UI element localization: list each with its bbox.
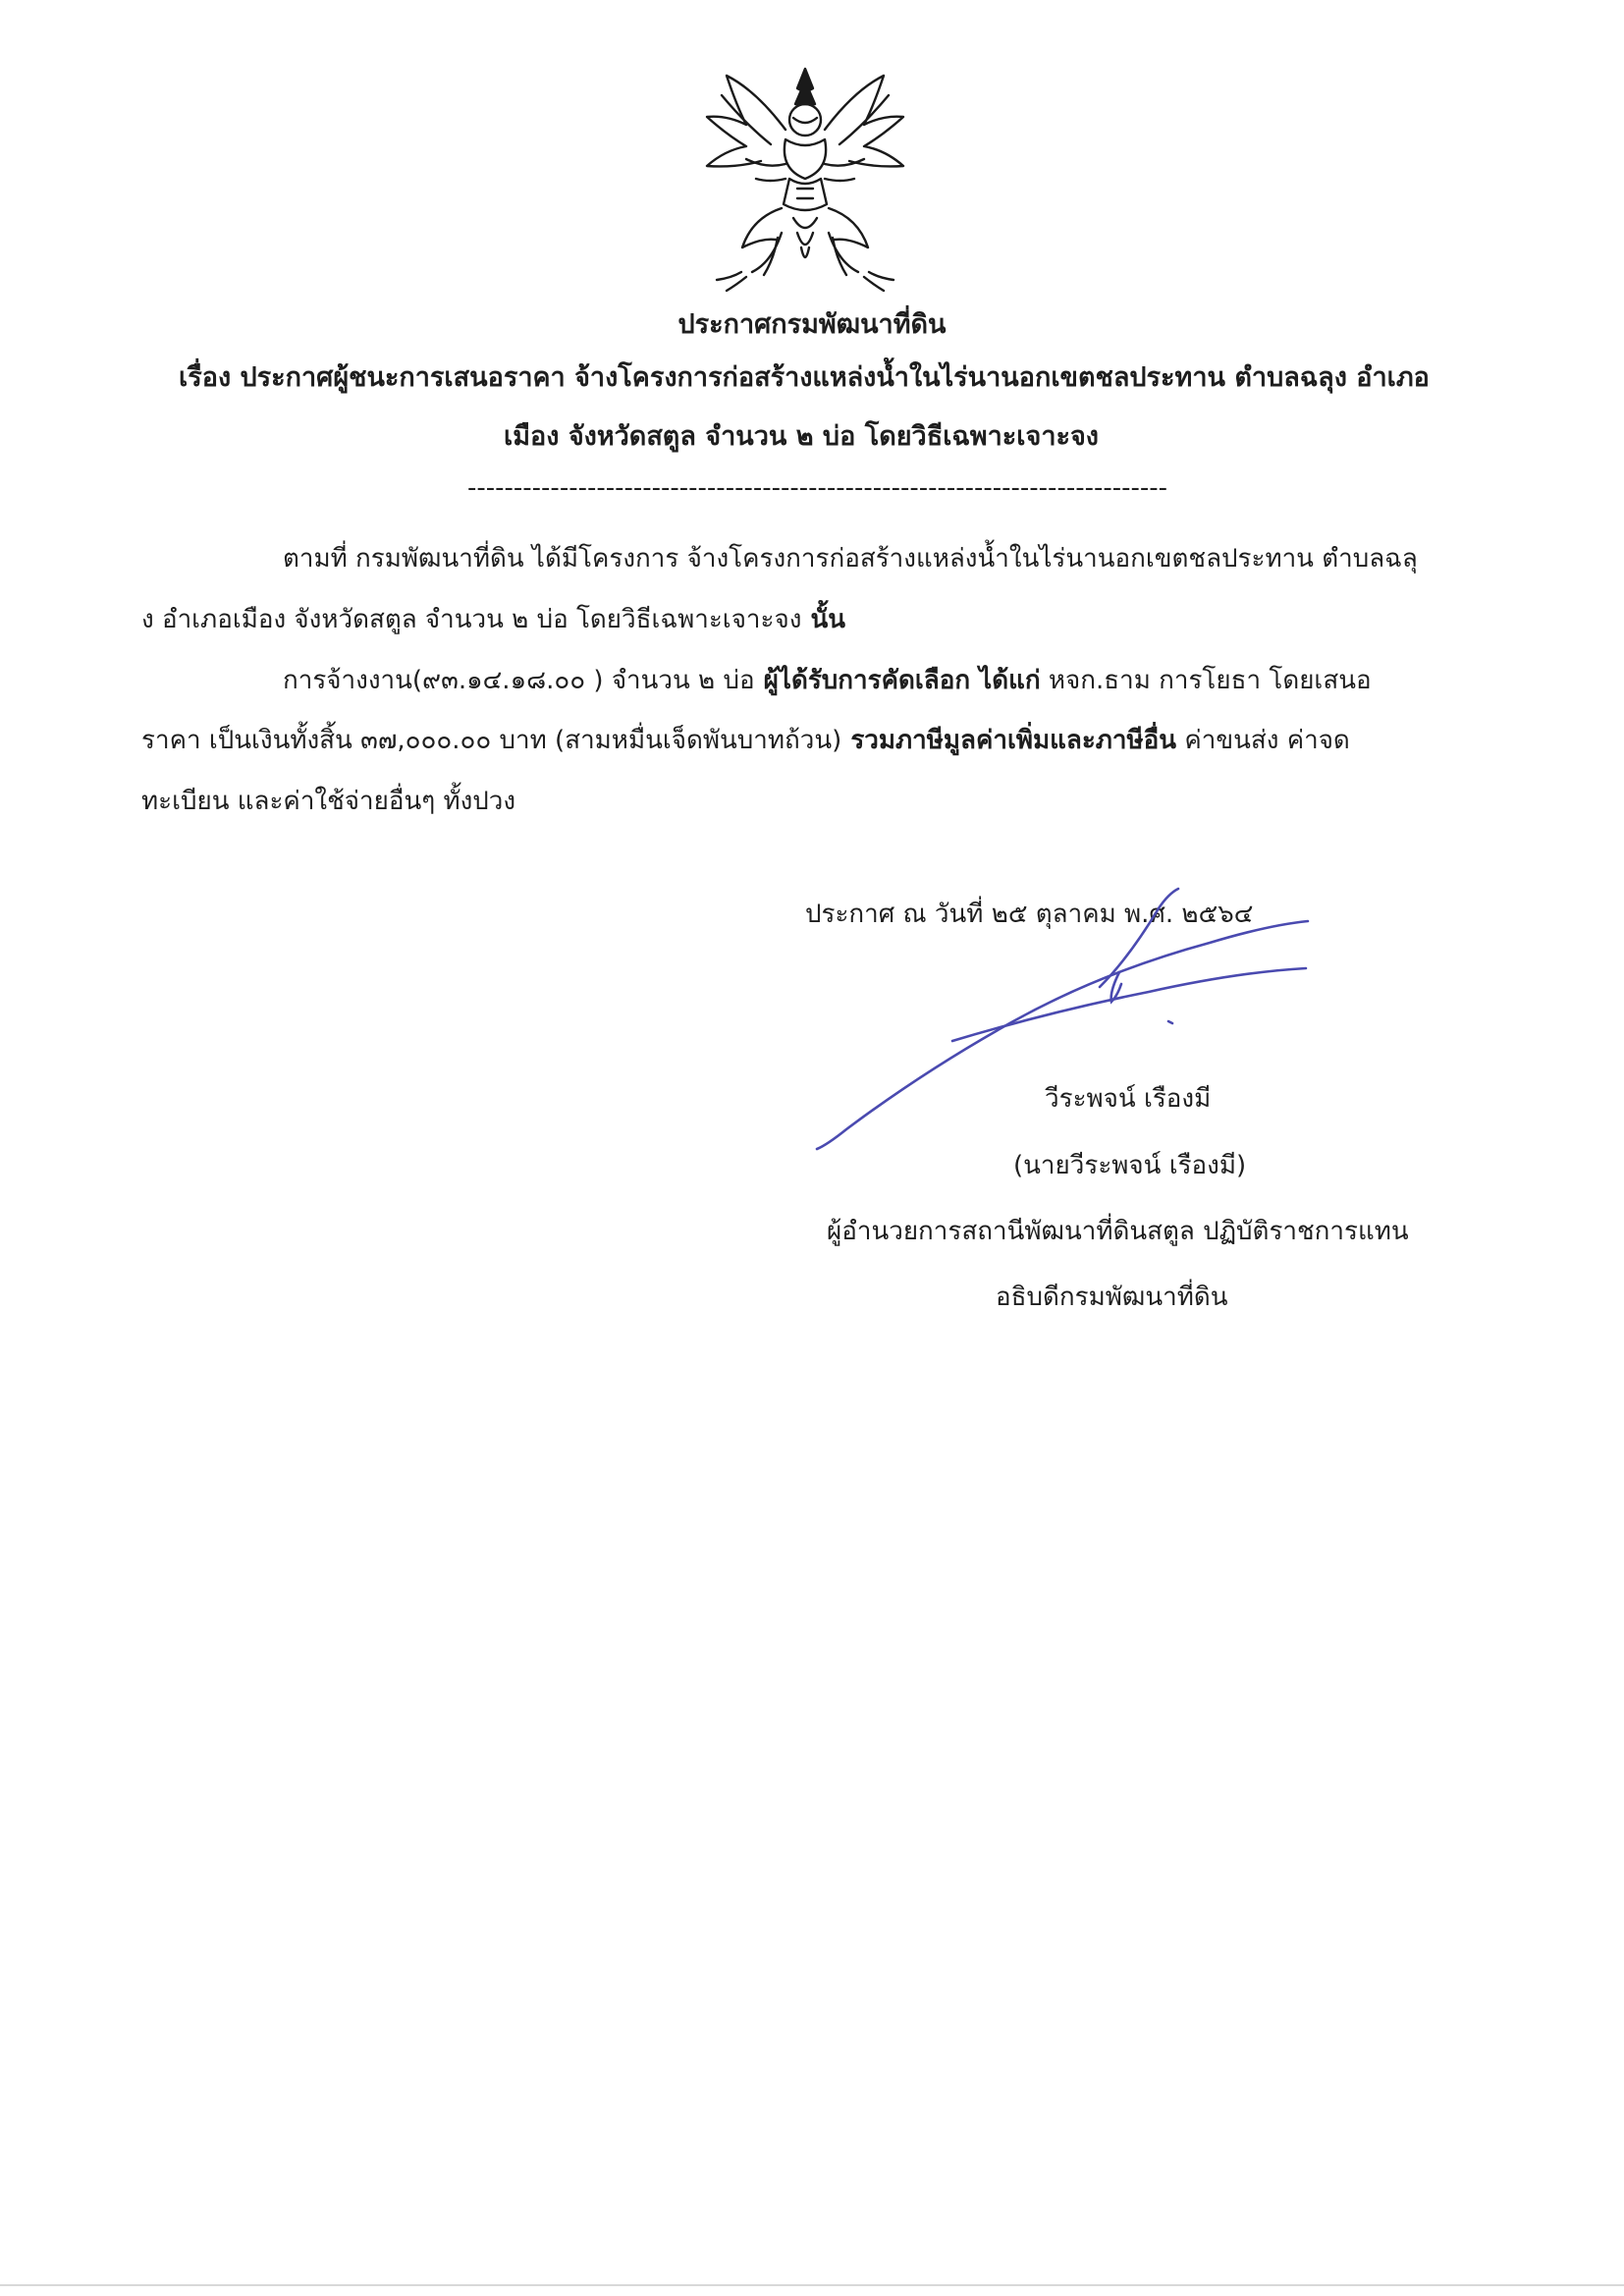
garuda-emblem-icon: [687, 61, 923, 297]
signer-full-name: (นายวีระพจน์ เรืองมี): [1013, 1151, 1247, 1180]
p1-mid: ได้มีโครงการ: [523, 544, 679, 574]
paragraph-2-line-1: [283, 660, 1372, 700]
p1-end: นั้น: [801, 605, 846, 634]
paragraph-2-line-2: [141, 720, 1350, 760]
paragraph-1-line-2: [141, 599, 845, 639]
p2-line2-a: ราคา เป็นเงินทั้งสิ้น ๓๗,๐๐๐.๐๐ บาท (สามหมื่นเจ็ดพันบาทถ้วน): [141, 726, 842, 755]
page-bottom-edge: [0, 2284, 1624, 2286]
p1-rest: จ้างโครงการก่อสร้างแหล่งน้ำในไร่นานอกเขตชลประทาน ตำบลฉลุ: [678, 544, 1418, 574]
p1-lead: ตามที่ กรมพัฒนาที่ดิน: [283, 544, 524, 574]
document-title: ประกาศกรมพัฒนาที่ดิน: [677, 309, 947, 340]
separator-line: ----------------------------------------------------------------------------: [467, 473, 1168, 503]
p2-line2-c: ค่าขนส่ง ค่าจด: [1176, 726, 1350, 755]
p2-rest: หจก.ธาม การโยธา โดยเสนอ: [1040, 666, 1372, 695]
p2-line2-b: รวมภาษีมูลค่าเพิ่มและภาษีอื่น: [841, 726, 1177, 755]
announcement-date: ประกาศ ณ วันที่ ๒๕ ตุลาคม พ.ศ. ๒๕๖๔: [805, 900, 1254, 929]
paragraph-1-line-1: [283, 538, 1418, 578]
paragraph-2-line-3: ทะเบียน และค่าใช้จ่ายอื่นๆ ทั้งปวง: [141, 787, 516, 816]
p2-lead: การจ้างงาน(๙๓.๑๔.๑๘.๐๐ ) จำนวน ๒ บ่อ: [283, 666, 755, 695]
signer-name: วีระพจน์ เรืองมี: [1045, 1084, 1212, 1114]
signer-position-line-1: ผู้อำนวยการสถานีพัฒนาที่ดินสตูล ปฏิบัติราชการแทน: [827, 1217, 1409, 1246]
subject-line-1: เรื่อง ประกาศผู้ชนะการเสนอราคา จ้างโครงการก่อสร้างแหล่งน้ำในไร่นานอกเขตชลประทาน ตำบลฉลุง อำเภอ: [179, 362, 1430, 393]
handwritten-signature: [805, 874, 1316, 1169]
subject-line-2: เมือง จังหวัดสตูล จำนวน ๒ บ่อ โดยวิธีเฉพาะเจาะจง: [504, 421, 1099, 452]
p1-line2: ง อำเภอเมือง จังหวัดสตูล จำนวน ๒ บ่อ โดยวิธีเฉพาะเจาะจง: [141, 605, 802, 634]
signer-position-line-2: อธิบดีกรมพัฒนาที่ดิน: [996, 1283, 1228, 1312]
p2-mid: ผู้ได้รับการคัดเลือก ได้แก่: [754, 666, 1041, 695]
